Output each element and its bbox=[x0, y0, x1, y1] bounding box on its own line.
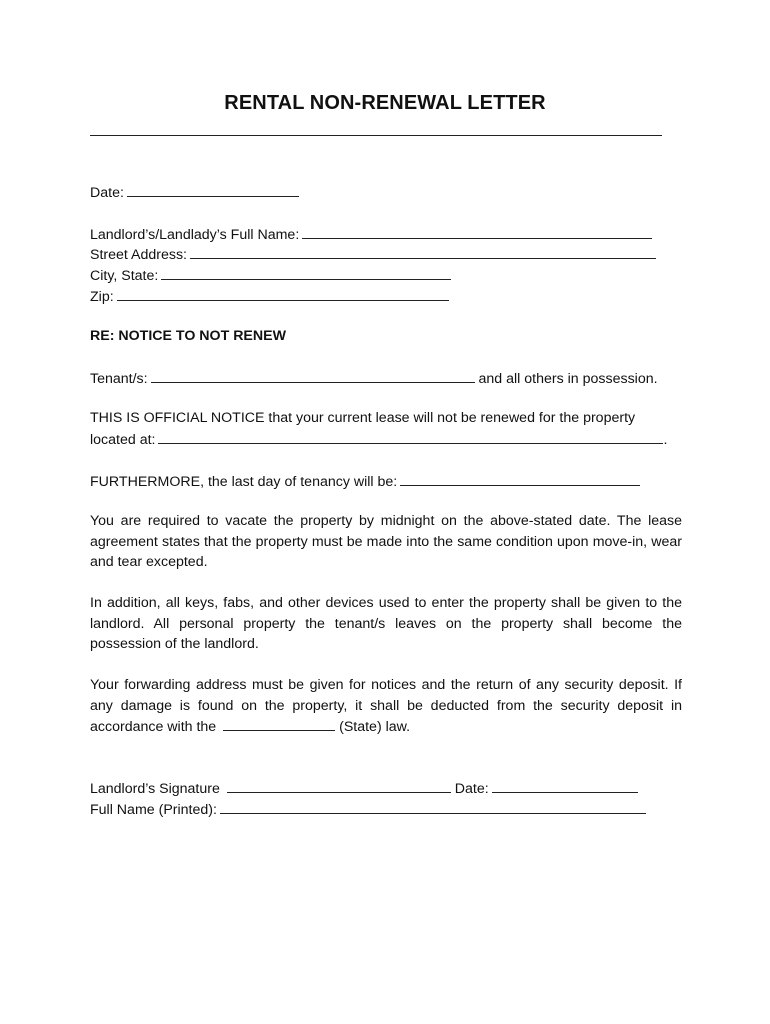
notice-period: . bbox=[663, 432, 668, 448]
tenants-suffix: and all others in possession. bbox=[478, 371, 658, 387]
date-line bbox=[90, 182, 299, 203]
full-name-field[interactable] bbox=[220, 799, 646, 814]
furthermore-label: FURTHERMORE, the last day of tenancy will be: bbox=[90, 474, 398, 490]
city-state-field[interactable] bbox=[161, 265, 451, 280]
tenants-label: Tenant/s: bbox=[90, 371, 148, 387]
tenants-field[interactable] bbox=[151, 368, 475, 383]
street-address-label: Street Address: bbox=[90, 247, 187, 263]
vacate-paragraph: You are required to vacate the property by midnight on the above-stated date. The lease agreement states that the property must be made into the same condition upon move-in, wear and tear excepted. bbox=[90, 513, 682, 571]
city-state-line bbox=[90, 265, 451, 286]
date-label: Date: bbox=[90, 185, 124, 201]
document-title: RENTAL NON-RENEWAL LETTER bbox=[224, 92, 546, 114]
street-address-field[interactable] bbox=[190, 244, 656, 259]
state-field[interactable] bbox=[223, 716, 335, 731]
tenants-line bbox=[90, 368, 658, 389]
notice-line-1: THIS IS OFFICIAL NOTICE that your current lease will not be renewed for the property bbox=[90, 410, 636, 426]
full-name-label: Full Name (Printed): bbox=[90, 802, 217, 818]
landlord-name-field[interactable] bbox=[302, 224, 652, 239]
forwarding-text: Your forwarding address must be given for notices and the return of any security deposit. If any damage is found on the property, it shall be deducted from the security deposit in accordance with the bbox=[90, 677, 682, 736]
street-address-line bbox=[90, 244, 656, 265]
signature-date-field[interactable] bbox=[492, 778, 638, 793]
notice-located-label: located at: bbox=[90, 432, 156, 448]
zip-label: Zip: bbox=[90, 289, 114, 305]
title-underline bbox=[90, 135, 662, 136]
signature-line bbox=[90, 778, 638, 799]
forwarding-paragraph bbox=[90, 675, 682, 738]
landlord-name-label: Landlord’s/Landlady’s Full Name: bbox=[90, 227, 300, 243]
forwarding-state-law: (State) law. bbox=[339, 719, 411, 736]
signature-date-label: Date: bbox=[454, 781, 489, 797]
property-address-field[interactable] bbox=[158, 429, 663, 444]
notice-line-2 bbox=[90, 429, 667, 450]
city-state-label: City, State: bbox=[90, 268, 159, 284]
zip-line bbox=[90, 286, 449, 307]
full-name-line bbox=[90, 799, 646, 820]
keys-paragraph: In addition, all keys, fabs, and other devices used to enter the property shall be given to the landlord. All personal property the tenant/s leaves on the property shall become the possession of the landlord. bbox=[90, 595, 682, 653]
furthermore-line bbox=[90, 471, 640, 492]
date-field[interactable] bbox=[127, 182, 299, 197]
zip-field[interactable] bbox=[117, 286, 449, 301]
re-heading: RE: NOTICE TO NOT RENEW bbox=[90, 328, 286, 344]
signature-label: Landlord’s Signature bbox=[90, 781, 220, 797]
signature-field[interactable] bbox=[227, 778, 451, 793]
landlord-name-line bbox=[90, 224, 652, 245]
last-day-field[interactable] bbox=[400, 471, 640, 486]
